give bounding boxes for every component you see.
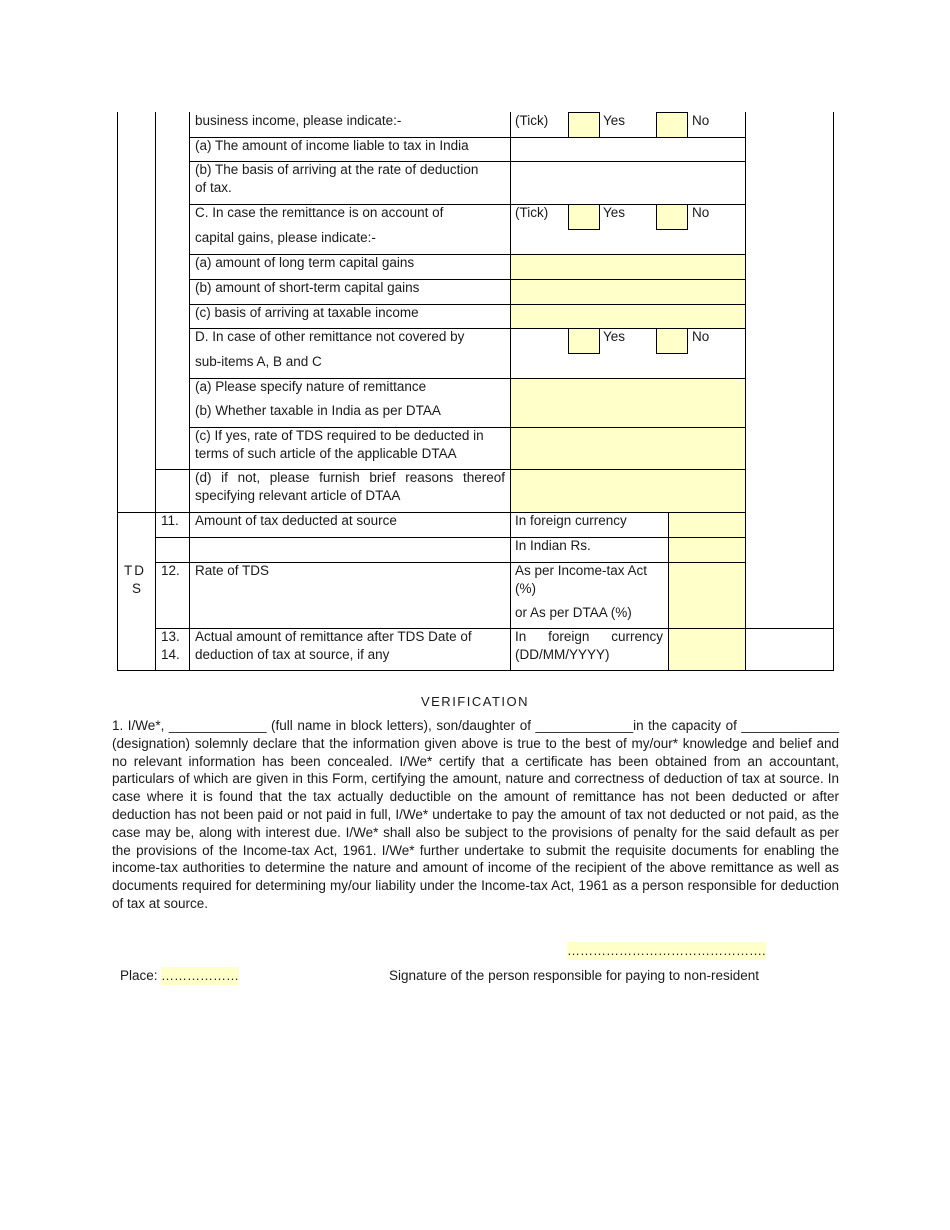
item-13-label-2: deduction of tax at source, if any xyxy=(195,647,390,662)
capital-gains-label-1: C. In case the remittance is on account of xyxy=(195,205,444,220)
amount-liable-label: (a) The amount of income liable to tax in India xyxy=(195,138,469,153)
rate-dtaa-field[interactable] xyxy=(511,428,745,469)
item-13-right-2: (DD/MM/YYYY) xyxy=(515,647,610,662)
capital-gains-label-2: capital gains, please indicate:- xyxy=(195,230,376,245)
rate-tds-dtaa-label-1: (c) If yes, rate of TDS required to be deducted in xyxy=(195,428,484,443)
not-reasons-label-1: (d) if not, please furnish brief reasons thereof xyxy=(195,470,505,485)
item-12-opt1-a: As per Income-tax Act xyxy=(515,563,648,578)
item-12-opt1-b: (%) xyxy=(515,581,536,596)
other-remittance-label-1: D. In case of other remittance not covered by xyxy=(195,329,465,344)
other-no-box[interactable] xyxy=(657,329,687,353)
other-yes-box[interactable] xyxy=(569,329,599,353)
long-term-field[interactable] xyxy=(511,255,745,279)
business-no-box[interactable] xyxy=(657,112,687,137)
verification-paragraph: 1. I/We*, _____________ (full name in block letters), son/daughter of _____________in the capacity of _____________ (designation) solemnly declare that the information given above is true to the best of my/our* knowledge and belief and no relevant information has been concealed. I/We* certify that a certificate has been obtained from an accountant, particulars of which are given in this Form, certifying the amount, nature and correctness of deduction of tax at source. In case where it is found that the tax actually deductible on the amount of remittance has not been deducted or after deduction has not been paid or not paid in full, I/We* undertake to pay the amount of tax not deducted or not paid, as the case may be, along with interest due. I/We* shall also be subject to the provisions of penalty for the said default as per the provisions of the Income-tax Act, 1961. I/We* further undertake to submit the requisite documents for enabling the income-tax authorities to determine the nature and amount of income of the recipient of the above remittance as well as documents required for determining my/our liability under the Income-tax Act, 1961 as a person responsible for deduction of tax at source. xyxy=(112,718,839,911)
short-term-label: (b) amount of short-term capital gains xyxy=(195,280,420,295)
other-yes-label: Yes xyxy=(603,329,626,344)
business-income-label: business income, please indicate:- xyxy=(195,113,402,128)
item-12-label: Rate of TDS xyxy=(195,563,270,578)
item-11-label: Amount of tax deducted at source xyxy=(195,513,397,528)
basis-rate-label-1: (b) The basis of arriving at the rate of deduction xyxy=(195,162,479,177)
basis-taxable-field[interactable] xyxy=(511,305,745,328)
verification-title: VERIFICATION xyxy=(420,694,530,709)
other-no-label: No xyxy=(692,329,710,344)
tax-foreign-field[interactable] xyxy=(669,513,745,537)
basis-taxable-label: (c) basis of arriving at taxable income xyxy=(195,305,419,320)
capital-yes-box[interactable] xyxy=(569,205,599,229)
item-11-foreign-label: In foreign currency xyxy=(515,513,627,528)
nature-label-1: (a) Please specify nature of remittance xyxy=(195,379,427,394)
tds-section-label-1: TD xyxy=(124,563,146,578)
item-13-number: 13. xyxy=(161,629,180,644)
rate-tds-field[interactable] xyxy=(669,563,745,628)
business-yes-label: Yes xyxy=(603,113,626,128)
tds-section-label-2: S xyxy=(132,581,142,596)
item-11-indian-label: In Indian Rs. xyxy=(515,538,591,553)
nature-label-2: (b) Whether taxable in India as per DTAA xyxy=(195,403,441,418)
item-14-number: 14. xyxy=(161,647,180,662)
item-12-opt2: or As per DTAA (%) xyxy=(515,605,632,620)
capital-yes-label: Yes xyxy=(603,205,626,220)
business-tick-label: (Tick) xyxy=(515,113,549,128)
not-reasons-label-2: specifying relevant article of DTAA xyxy=(195,488,401,503)
item-13-right-1: In foreign currency xyxy=(515,629,663,644)
long-term-label: (a) amount of long term capital gains xyxy=(195,255,415,270)
place-label: Place: xyxy=(120,968,158,983)
place-field[interactable]: ……………… xyxy=(161,968,239,983)
remittance-after-tds-field[interactable] xyxy=(669,629,745,670)
capital-tick-label: (Tick) xyxy=(515,205,549,220)
business-no-label: No xyxy=(692,113,710,128)
capital-no-label: No xyxy=(692,205,710,220)
basis-rate-label-2: of tax. xyxy=(195,180,232,195)
signature-line[interactable]: ………………………………………. xyxy=(567,943,766,958)
business-yes-box[interactable] xyxy=(569,112,599,137)
short-term-field[interactable] xyxy=(511,280,745,304)
item-12-number: 12. xyxy=(161,563,180,578)
nature-field[interactable] xyxy=(511,379,745,427)
signature-caption: Signature of the person responsible for paying to non-resident xyxy=(389,968,759,983)
capital-no-box[interactable] xyxy=(657,205,687,229)
tax-indian-field[interactable] xyxy=(669,538,745,562)
item-11-number: 11. xyxy=(161,513,179,528)
other-remittance-label-2: sub-items A, B and C xyxy=(195,354,322,369)
item-13-label-1: Actual amount of remittance after TDS Date of xyxy=(195,629,472,644)
rate-tds-dtaa-label-2: terms of such article of the applicable DTAA xyxy=(195,446,457,461)
reasons-field[interactable] xyxy=(511,470,745,512)
